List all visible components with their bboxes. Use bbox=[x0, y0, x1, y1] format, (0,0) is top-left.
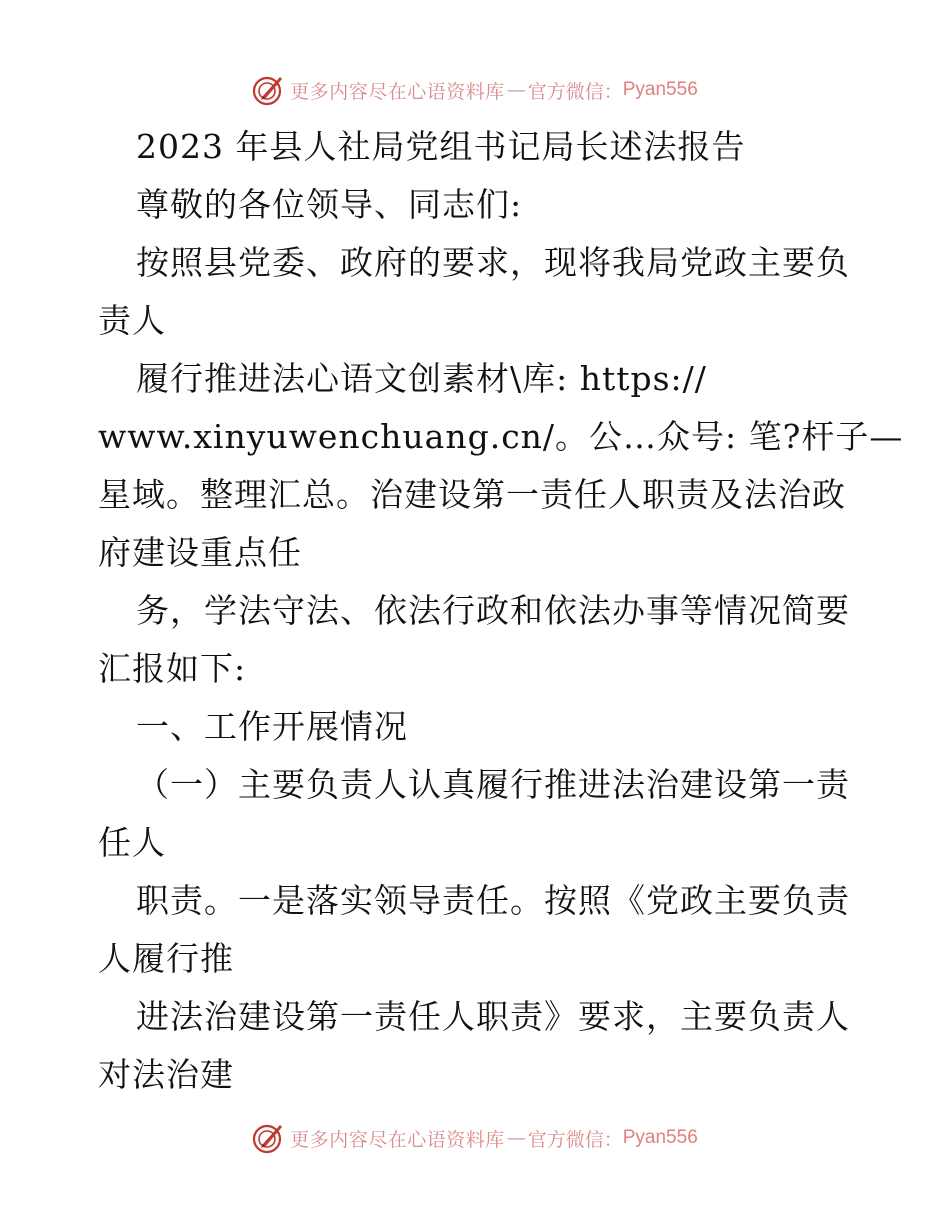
text-line: 务，学法守法、依法行政和依法办事等情况简要 bbox=[136, 591, 850, 630]
text-line: 府建设重点任 bbox=[98, 533, 302, 572]
text-line: 一、工作开展情况 bbox=[136, 707, 408, 746]
text-line: （一）主要负责人认真履行推进法治建设第一责 bbox=[136, 765, 850, 804]
header-banner bbox=[0, 70, 950, 110]
banner-text: 更多内容尽在心语资料库 bbox=[290, 1128, 505, 1151]
text-line: 对法治建 bbox=[98, 1055, 234, 1094]
text-line: 尊敬的各位领导、同志们: bbox=[136, 185, 523, 224]
footer-banner bbox=[0, 1118, 950, 1158]
text-line: 人履行推 bbox=[98, 939, 234, 978]
text-line: 任人 bbox=[98, 823, 166, 862]
quill-logo-icon bbox=[252, 1121, 286, 1155]
text-line: 2023 年县人社局党组书记局长述法报告 bbox=[136, 127, 746, 166]
text-line: 星域。整理汇总。治建设第一责任人职责及法治政 bbox=[98, 475, 846, 514]
text-line: 汇报如下: bbox=[98, 649, 247, 688]
text-line: www.xinyuwenchuang.cn/。公…众号: 笔?杆子— bbox=[98, 417, 904, 456]
quill-logo-icon bbox=[252, 73, 286, 107]
banner-dash: — bbox=[506, 79, 526, 101]
text-line: 按照县党委、政府的要求，现将我局党政主要负 bbox=[136, 243, 850, 282]
document-body bbox=[98, 118, 904, 1104]
banner-wechat-label: 官方微信： bbox=[527, 80, 623, 103]
banner-wechat-label: 官方微信： bbox=[527, 1128, 623, 1151]
text-line: 进法治建设第一责任人职责》要求，主要负责人 bbox=[136, 997, 850, 1036]
text-line: 责人 bbox=[98, 301, 166, 340]
text-line: 履行推进法心语文创素材\库: https:// bbox=[136, 359, 707, 398]
banner-text: 更多内容尽在心语资料库 bbox=[290, 80, 505, 103]
banner-dash: — bbox=[506, 1127, 526, 1149]
text-line: 职责。一是落实领导责任。按照《党政主要负责 bbox=[136, 881, 850, 920]
banner-wechat-id: Pyan556 bbox=[622, 79, 698, 100]
banner-wechat-id: Pyan556 bbox=[622, 1127, 698, 1148]
